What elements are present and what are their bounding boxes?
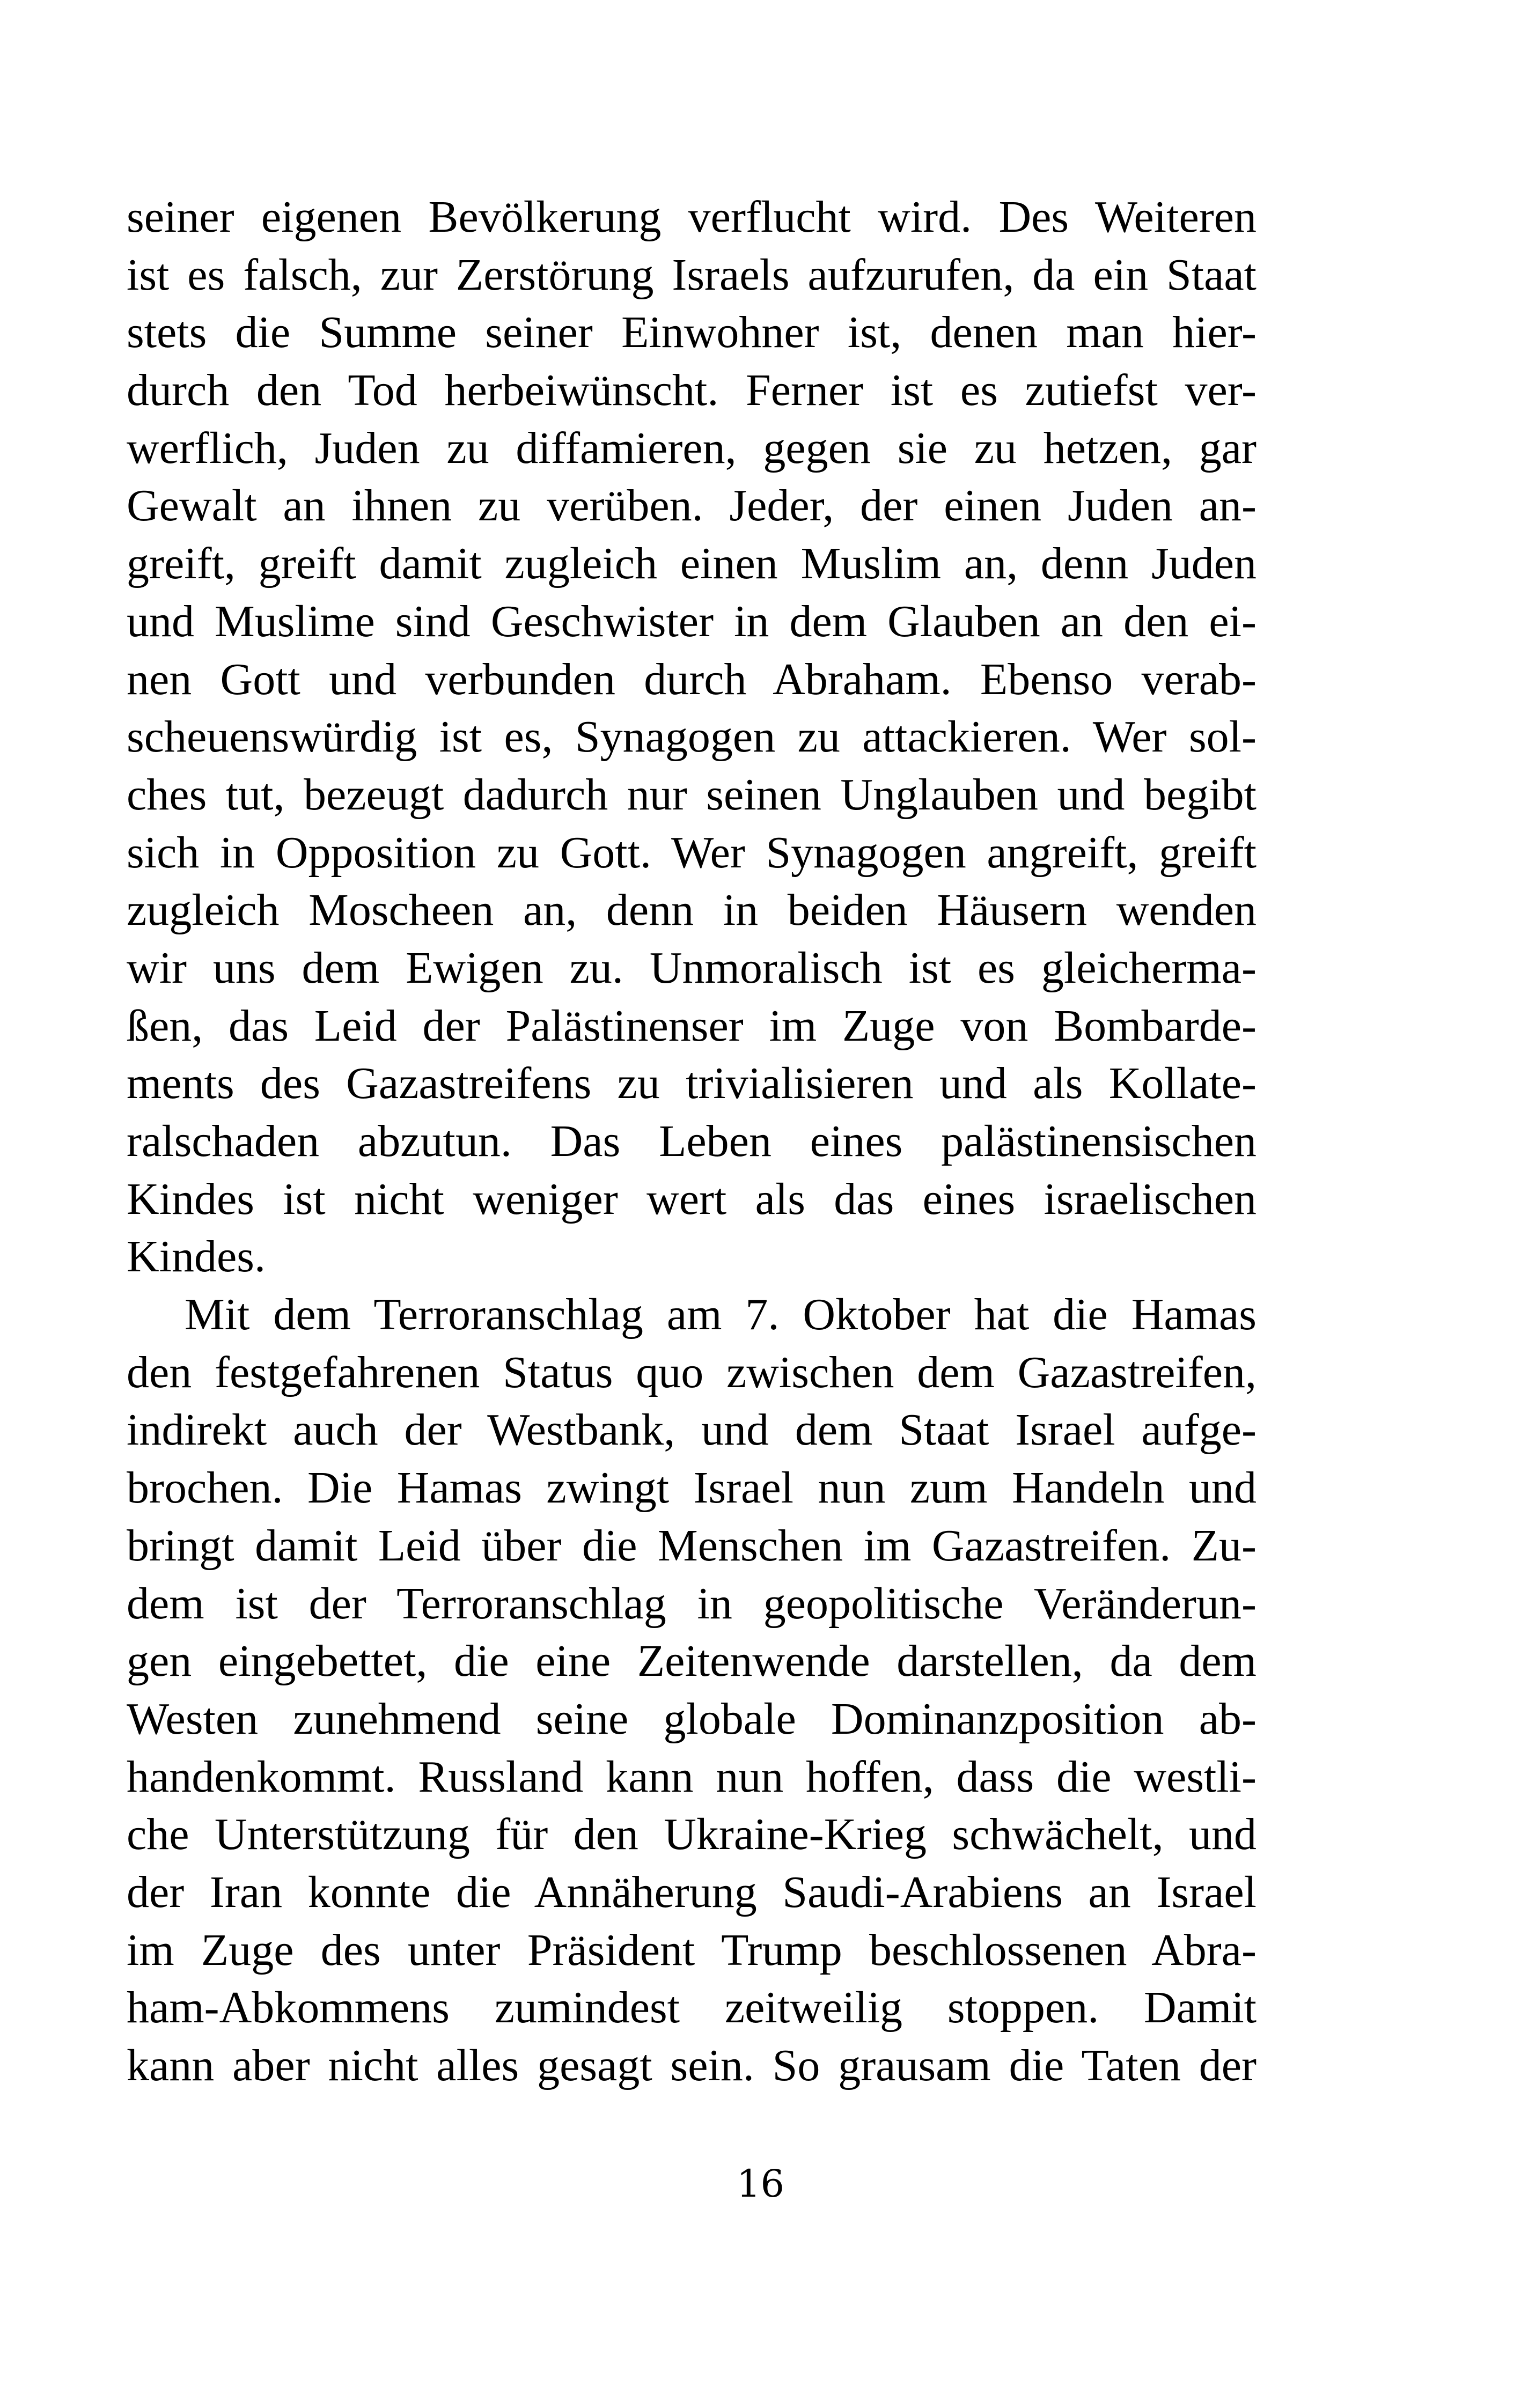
text-line: dem ist der Terroranschlag in geopolitische Veränderun- <box>127 1578 1257 1629</box>
text-line: nen Gott und verbunden durch Abraham. Ebenso verab- <box>127 654 1257 704</box>
text-line: ches tut, bezeugt dadurch nur seinen Unglauben und begibt <box>127 769 1257 820</box>
page-number: 16 <box>736 2162 785 2206</box>
text-line: ist es falsch, zur Zerstörung Israels aufzurufen, da ein Staat <box>127 249 1257 300</box>
text-line: brochen. Die Hamas zwingt Israel nun zum Handeln und <box>127 1463 1257 1513</box>
text-line: stets die Summe seiner Einwohner ist, denen man hier- <box>127 307 1257 358</box>
text-line: werflich, Juden zu diffamieren, gegen sie zu hetzen, gar <box>127 423 1257 473</box>
text-line: durch den Tod herbeiwünscht. Ferner ist es zutiefst ver- <box>127 365 1257 416</box>
text-line: wir uns dem Ewigen zu. Unmoralisch ist es gleicherma- <box>127 942 1257 993</box>
text-line: im Zuge des unter Präsident Trump beschlossenen Abra- <box>127 1925 1257 1975</box>
text-line: Gewalt an ihnen zu verüben. Jeder, der einen Juden an- <box>127 481 1257 531</box>
text-line: gen eingebettet, die eine Zeitenwende darstellen, da dem <box>127 1636 1257 1687</box>
text-line: seiner eigenen Bevölkerung verflucht wird. Des Weiteren <box>127 192 1257 242</box>
text-line: indirekt auch der Westbank, und dem Staat Israel aufge- <box>127 1405 1257 1455</box>
text-line: greift, greift damit zugleich einen Muslim an, denn Juden <box>127 539 1257 589</box>
text-line: den festgefahrenen Status quo zwischen dem Gazastreifen, <box>127 1347 1257 1397</box>
text-line: ments des Gazastreifens zu trivialisieren und als Kollate- <box>127 1058 1257 1109</box>
text-line: ralschaden abzutun. Das Leben eines palästinensischen <box>127 1116 1257 1166</box>
text-line: handenkommt. Russland kann nun hoffen, dass die westli- <box>127 1751 1257 1802</box>
text-line: Kindes ist nicht weniger wert als das eines israelischen <box>127 1174 1257 1224</box>
paragraph-start-line: Mit dem Terroranschlag am 7. Oktober hat die Hamas <box>185 1290 1257 1340</box>
text-line: che Unterstützung für den Ukraine-Krieg schwächelt, und <box>127 1809 1257 1860</box>
text-line: und Muslime sind Geschwister in dem Glauben an den ei- <box>127 596 1257 646</box>
text-line: bringt damit Leid über die Menschen im Gazastreifen. Zu- <box>127 1520 1257 1571</box>
text-line: scheuenswürdig ist es, Synagogen zu attackieren. Wer sol- <box>127 712 1257 762</box>
text-line: Westen zunehmend seine globale Dominanzposition ab- <box>127 1693 1257 1744</box>
text-line: ßen, das Leid der Palästinenser im Zuge von Bombarde- <box>127 1000 1257 1051</box>
body-text <box>127 188 1257 2095</box>
paragraph-end-line: Kindes. <box>127 1232 266 1282</box>
text-line: kann aber nicht alles gesagt sein. So grausam die Taten der <box>127 2041 1257 2090</box>
text-line: der Iran konnte die Annäherung Saudi-Arabiens an Israel <box>127 1867 1257 1917</box>
text-line: sich in Opposition zu Gott. Wer Synagogen angreift, greift <box>127 827 1257 878</box>
text-line: zugleich Moscheen an, denn in beiden Häusern wenden <box>127 885 1257 936</box>
text-line: ham-Abkommens zumindest zeitweilig stoppen. Damit <box>127 1983 1257 2033</box>
